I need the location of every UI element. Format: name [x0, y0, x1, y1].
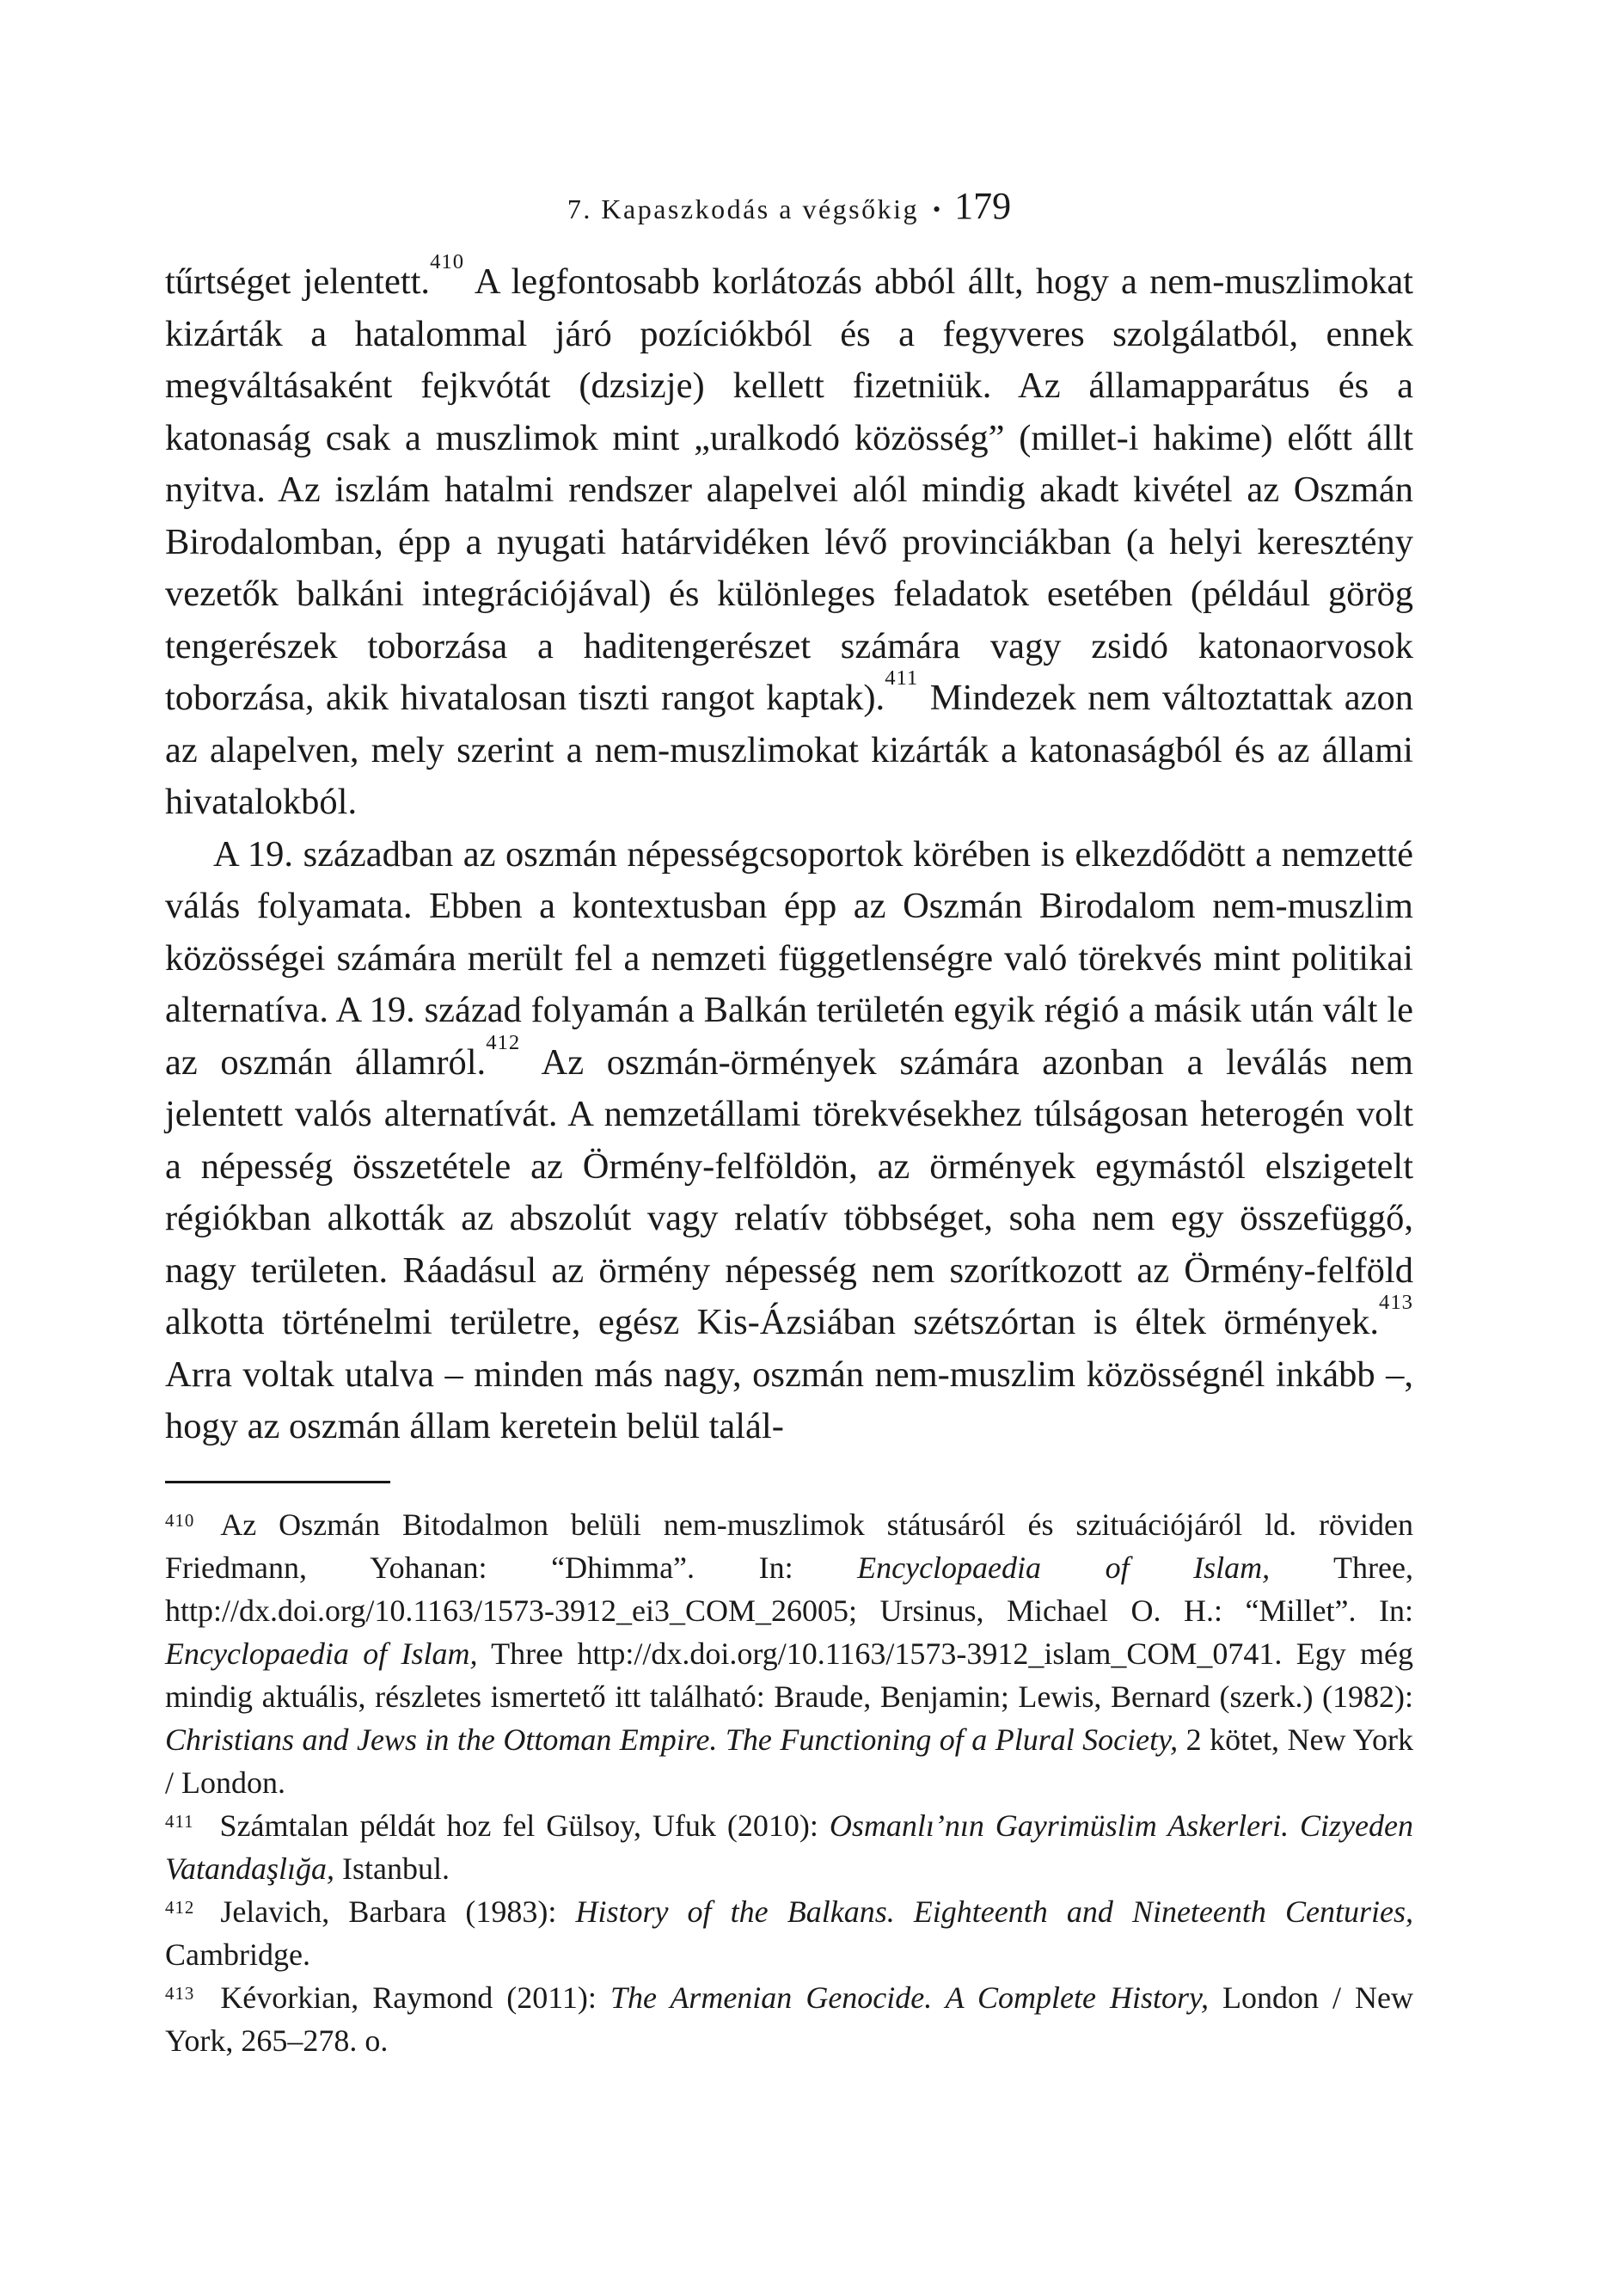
- footnote-item: [165, 1890, 1413, 1976]
- italic-citation: Encyclopaedia of Islam,: [165, 1636, 478, 1671]
- text-run: Számtalan példát hoz fel Gülsoy, Ufuk (2010):: [219, 1808, 830, 1843]
- footnote-marker: 411: [165, 1810, 194, 1832]
- body-paragraph: [165, 829, 1413, 1453]
- footnote-marker: 410: [165, 1509, 195, 1531]
- body-text: [165, 250, 1413, 1453]
- text-run: Jelavich, Barbara (1983):: [220, 1894, 576, 1929]
- text-run: 2 kötet, New York / London.: [165, 1722, 1413, 1800]
- footnote-item: [165, 1976, 1413, 2062]
- italic-citation: Encyclopaedia of Islam,: [857, 1550, 1271, 1585]
- footnote-reference: 411: [885, 666, 919, 691]
- text-run: tűrtséget jelentett.: [165, 261, 431, 302]
- footnote-separator-rule: [165, 1481, 390, 1483]
- footnote-item: [165, 1503, 1413, 1804]
- footnote-reference: 410: [430, 250, 465, 274]
- text-run: Three, http://dx.doi.org/10.1163/1573-3912_ei3_COM_26005; Ursinus, Michael O. H.: “Millet”. In:: [165, 1550, 1413, 1628]
- text-run: Az oszmán-örmények számára azonban a leválás nem jelentett valós alternatívát. A nemzetállami törekvésekhez túlságosan heterogén volt a népesség összetétele az Örmény-felföldön, az örmények egymástól elszigetelt régiókban alkották az abszolút vagy relatív többséget, soha nem egy összefüggő, nagy területen. Ráadásul az örmény népesség nem szorítkozott az Örmény-felföld alkotta történelmi területre, egész Kis-Ázsiában szétszórtan is éltek örmények.: [165, 1041, 1413, 1342]
- text-run: London / New York, 265–278. o.: [165, 1980, 1414, 2058]
- footnote-marker: 412: [165, 1896, 195, 1918]
- text-run: A legfontosabb korlátozás abból állt, hogy a nem-muszlimokat kizárták a hatalommal járó pozíciókból és a fegyveres szolgálatból, ennek megváltásaként fejkvótát (dzsizje) kellett fizetniük. Az államapparátus és a katonaság csak a muszlimok mint „uralkodó közösség” (millet-i hakime) előtt állt nyitva. Az iszlám hatalmi rendszer alapelvei alól mindig akadt kivétel az Oszmán Birodalomban, épp a nyugati határvidéken lévő provinciákban (a helyi keresztény vezetők balkáni integrációjával) és különleges feladatok esetében (például görög tengerészek toborzása a haditengerészet számára vagy zsidó katonaorvosok toborzása, akik hivatalosan tiszti rangot kaptak).: [165, 261, 1413, 718]
- footnote-reference: 412: [486, 1030, 521, 1054]
- page-number: 179: [954, 185, 1012, 227]
- text-run: Istanbul.: [334, 1851, 450, 1886]
- text-run: Arra voltak utalva – minden más nagy, oszmán nem-muszlim közösségnél inkább –, hogy az oszmán állam keretein belül talál-: [165, 1354, 1413, 1446]
- italic-citation: History of the Balkans. Eighteenth and Nineteenth Centuries,: [575, 1894, 1413, 1929]
- text-run: Three http://dx.doi.org/10.1163/1573-3912_islam_COM_0741. Egy még mindig aktuális, részletes ismertető itt található: Braude, Benjamin; Lewis, Bernard (szerk.) (1982):: [165, 1636, 1413, 1714]
- body-paragraph: [165, 250, 1413, 829]
- text-run: A 19. században az oszmán népességcsoportok körében is elkezdődött a nemzetté válás folyamata. Ebben a kontextusban épp az Oszmán Birodalom nem-muszlim közösségei számára merült fel a nemzeti függetlenségre való törekvés mint politikai alternatíva. A 19. század folyamán a Balkán területén egyik régió a másik után vált le az oszmán államról.: [165, 833, 1413, 1083]
- text-run: Kévorkian, Raymond (2011):: [220, 1980, 610, 2015]
- header-separator-dot: •: [932, 197, 941, 222]
- text-run: Mindezek nem változtattak azon az alapelven, mely szerint a nem-muszlimokat kizárták a katonaságból és az állami hivatalokból.: [165, 678, 1413, 822]
- text-run: Az Oszmán Bitodalmon belüli nem-muszlimok státusáról és szituációjáról ld. röviden Friedmann, Yohanan: “Dhimma”. In:: [165, 1507, 1413, 1585]
- chapter-title: 7. Kapaszkodás a végsőkig: [567, 193, 919, 224]
- footnotes: [165, 1503, 1413, 2062]
- italic-citation: Osmanlı’nın Gayrimüslim Askerleri. Cizyeden Vatandaşlığa,: [165, 1808, 1413, 1886]
- footnote-item: [165, 1804, 1413, 1890]
- italic-citation: The Armenian Genocide. A Complete History,: [610, 1980, 1209, 2015]
- italic-citation: Christians and Jews in the Ottoman Empire. The Functioning of a Plural Society,: [165, 1722, 1179, 1757]
- text-run: Cambridge.: [165, 1937, 310, 1972]
- footnote-reference: 413: [1379, 1291, 1413, 1315]
- footnote-marker: 413: [165, 1982, 195, 2004]
- running-header: [165, 184, 1413, 228]
